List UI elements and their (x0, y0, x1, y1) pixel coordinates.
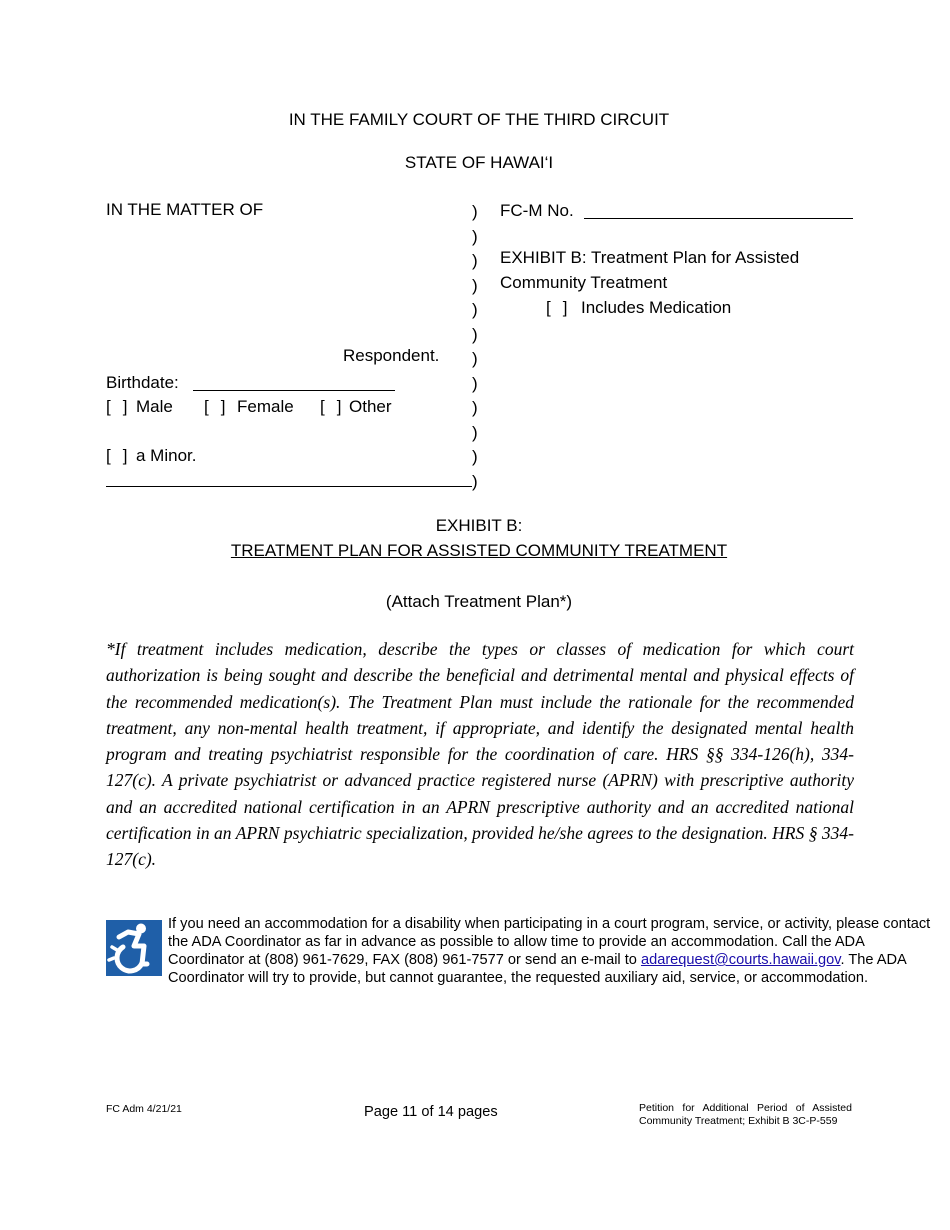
birthdate-field[interactable] (193, 390, 395, 391)
medication-note: *If treatment includes medication, describe the types or classes of medication for which court authorization is being sought and describe the beneficial and detrimental mental and physical effects of the recommended medication(s). The Treatment Plan must include the rationale for the recommended treatment, any non-mental health treatment, if appropriate, and identify the designated mental health program and treating psychiatrist responsible for the coordination of care. HRS §§ 334-126(h), 334-127(c). A private psychiatrist or advanced practice registered nurse (APRN) with prescriptive authority and an accredited national certification in an APRN prescriptive authority and an accredited national certification in an APRN psychiatric specialization, provided he/she agrees to the designation. HRS § 334-127(c). (106, 639, 854, 870)
other-checkbox[interactable]: [ ] (320, 397, 342, 416)
female-checkbox[interactable]: [ ] (204, 397, 226, 416)
state-heading: STATE OF HAWAI‘I (404, 153, 554, 172)
male-checkbox[interactable]: [ ] (106, 397, 128, 416)
exhibit-heading: EXHIBIT B: (435, 516, 523, 535)
includes-medication-checkbox[interactable]: [ ] (546, 298, 568, 317)
birthdate-label: Birthdate: (106, 373, 179, 392)
form-title-line2: Community Treatment; Exhibit B 3C-P-559 (639, 1115, 838, 1127)
female-label: Female (237, 397, 294, 416)
page-number: Page 11 of 14 pages (364, 1104, 498, 1120)
other-label: Other (349, 397, 392, 416)
fcm-number-label: FC-M No. (500, 201, 574, 220)
accessibility-icon (106, 920, 162, 976)
attach-treatment-plan: (Attach Treatment Plan*) (385, 592, 573, 611)
form-title-line1: Petition for Additional Period of Assisted (639, 1102, 852, 1114)
exhibit-caption-line2: Community Treatment (500, 273, 668, 292)
court-heading: IN THE FAMILY COURT OF THE THIRD CIRCUIT (288, 110, 670, 129)
male-label: Male (136, 397, 173, 416)
ada-email-link[interactable]: adarequest@courts.hawaii.gov (640, 952, 841, 968)
exhibit-caption-line1: EXHIBIT B: Treatment Plan for Assisted (500, 248, 800, 267)
in-matter-of: IN THE MATTER OF (106, 200, 264, 219)
exhibit-title: TREATMENT PLAN FOR ASSISTED COMMUNITY TREATMENT (230, 541, 728, 560)
caption-parentheses: ) ) ) ) ) ) ) ) ) ) ) ) (472, 202, 478, 491)
minor-label: a Minor. (136, 446, 197, 465)
fcm-number-field[interactable] (584, 218, 853, 219)
respondent-label: Respondent. (343, 346, 440, 365)
minor-checkbox[interactable]: [ ] (106, 446, 128, 465)
ada-notice: If you need an accommodation for a disability when participating in a court program, service, or activity, please contact the ADA Coordinator as far in advance as possible to allow time to provide an accommodation. Call the ADA Coordinator at (808) 961-7629, FAX (808) 961-7577 or send an e-mail to adarequest@courts.hawaii.gov. The ADA Coordinator will try to provide, but cannot guarantee, the requested auxiliary aid, service, or accommodation. (168, 916, 931, 986)
includes-medication-label: Includes Medication (581, 298, 732, 317)
caption-divider (106, 486, 472, 487)
form-date: FC Adm 4/21/21 (106, 1103, 182, 1115)
